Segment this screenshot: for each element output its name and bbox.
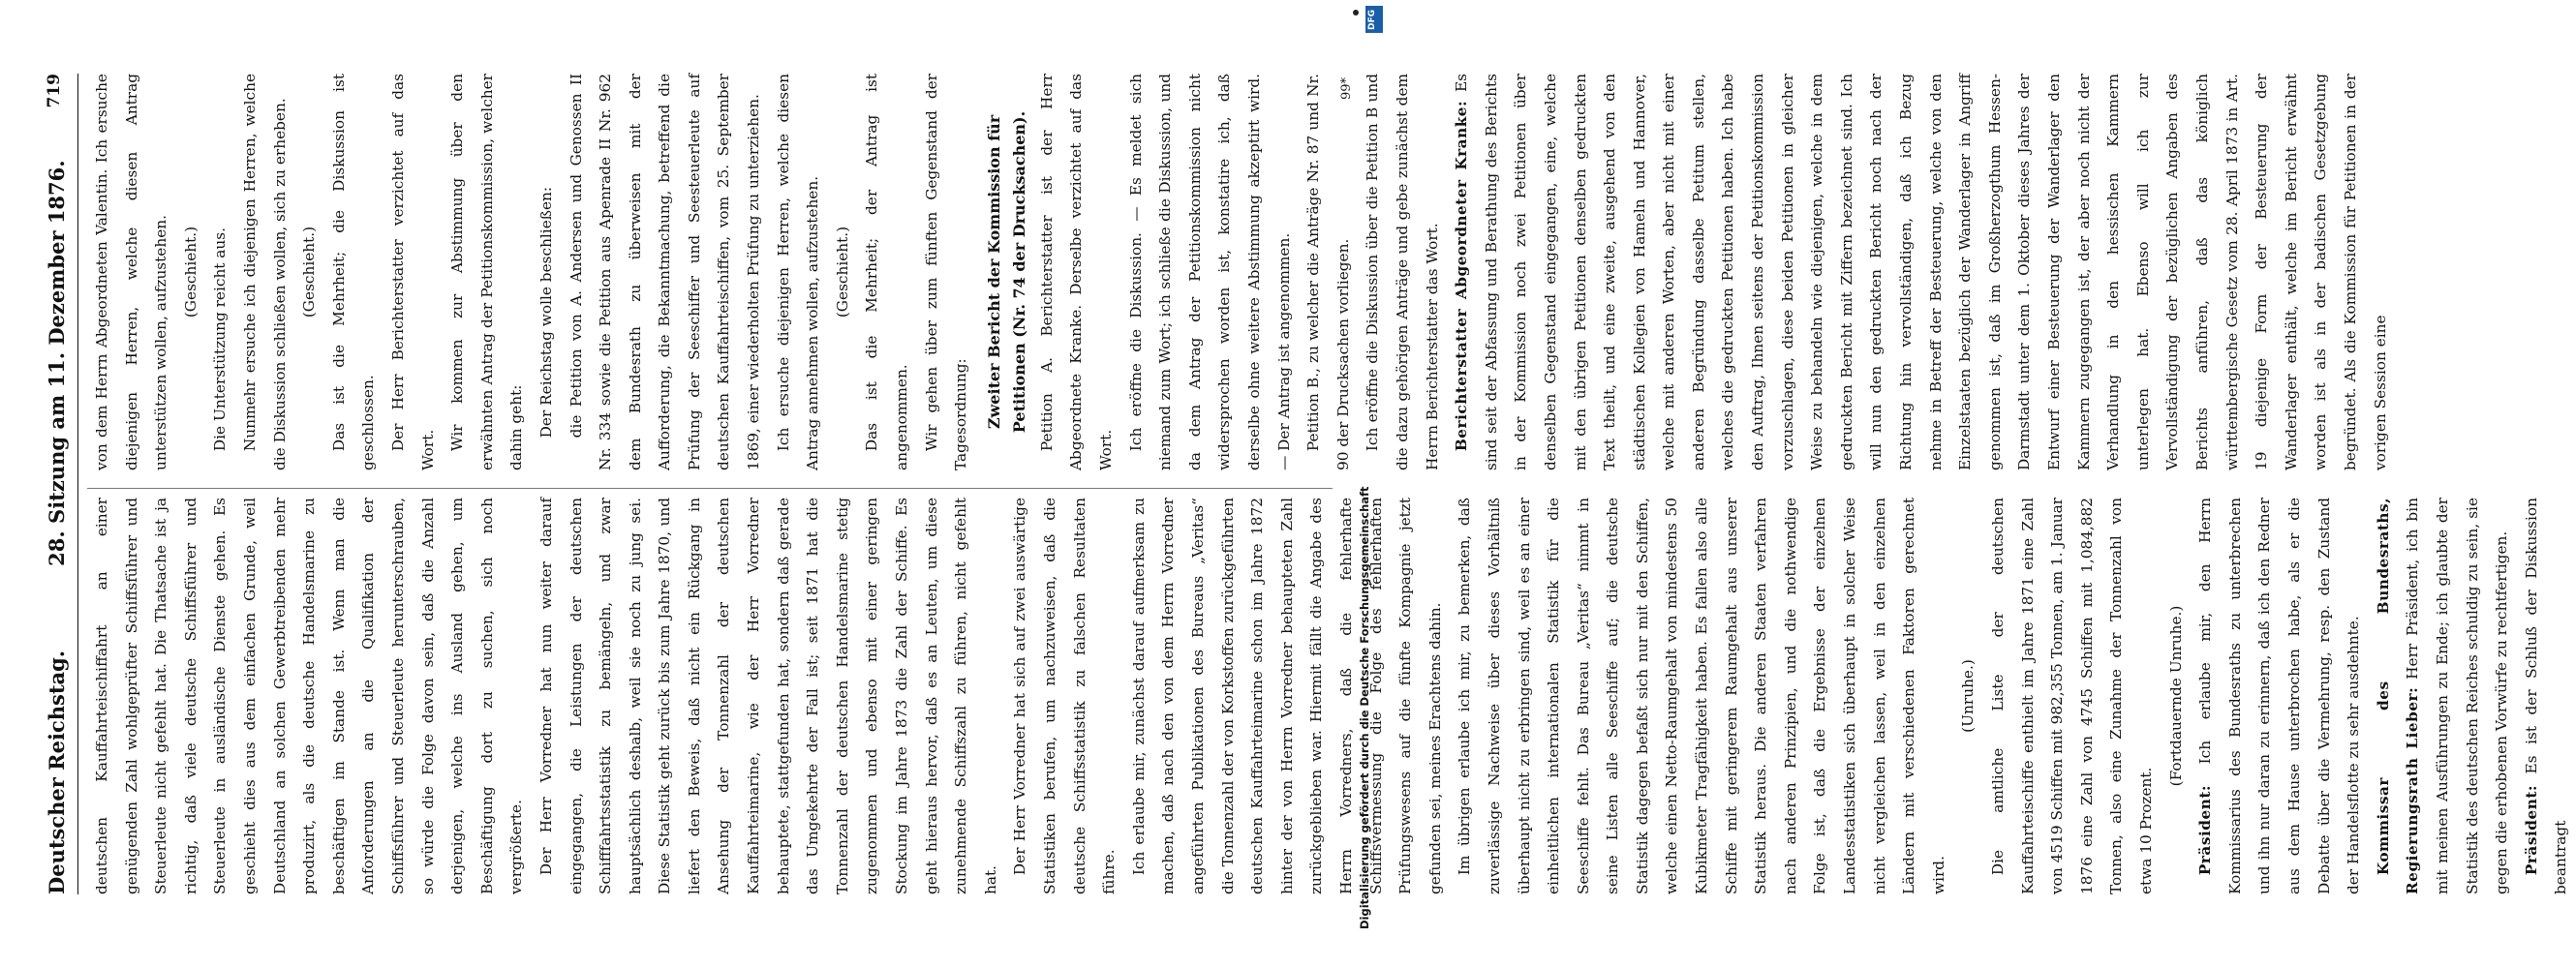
text-paragraph: Das ist die Mehrheit; die Diskussion ist geschlossen. [329,74,378,470]
text-paragraph: Die Unterstützung reicht aus. [211,227,230,452]
speaker-name: Kommissar des Bundesraths, Regierungsrath Lieber: [2374,498,2422,894]
speaker-name: Präsident: [2522,784,2540,876]
speech-text: Es sind seit der Abfassung und Berathung des Berichts in der Kommission noch zwei Petitionen über denselben Gegenstand eingegangen, eine, welche mit den übrigen Petitionen denselben gedruckten Text theilt, und eine zweite, ausgehend von den städtischen Kollegien von Hameln und Hannover, welche mit anderen Worten, aber nicht mit einer anderen Begründung dasselbe Petitum stellen, welches die gedruckten Petitionen haben. Ich habe den Auftrag, Ihnen seitens der Petitionskommission vorzuschlagen, diese beiden Petitionen in gleicher Weise zu behandeln wie diejenigen, welche in dem gedruckten Bericht mit Ziffern bezeichnet sind. Ich will nun den gedruckten Bericht noch nach der Richtung hin vervollständigen, daß ich Bezug nehme in Betreff der Besteuerung, welche von den Einzelstaaten bezüglich der Wanderlager in Angriff genommen ist, daß im Großherzogthum Hessen-Darmstadt unter dem 1. Oktober dieses Jahres der Entwurf einer Besteuerung der Wanderlager den Kammern zugegangen ist, der aber noch nicht der Verhandlung in den hessischen Kammern unterlegen hat. Ebenso will ich zur Vervollständigung der bezüglichen Angaben des Berichts anführen, daß das königlich württembergische Gesetz vom 28. April 1873 in Art. 19 diejenige Form der Besteuerung der Wanderlager enthält, welche im Bericht erwähnt worden ist als in der badischen Gesetzgebung begründet. Als die Kommission für Petitionen in der vorigen Session eine [1453,74,2389,470]
text-paragraph: Wir kommen zur Abstimmung über den erwähnten Antrag der Petitionskommission, welcher dahin geht: [448,74,526,470]
text-paragraph: Der Herr Vorredner hat nun weiter darauf eingegangen, die Leistungen der deutschen Schifffahrtsstatistik zu bemängeln, und zwar hauptsächlich deshalb, weil sie noch zu jung sei. Diese Statistik geht zurück bis zum Jahre 1870, und liefert den Beweis, daß nicht ein Rückgang in Ansehung der Tonnenzahl der deutschen Kauffahrteimarine, wie der Herr Vorredner behauptete, stattgefunden hat, sondern daß gerade das Umgekehrte der Fall ist; seit 1871 hat die Tonnenzahl der deutschen Handelsmarine stetig zugenommen und ebenso mit einer geringen Stockung im Jahre 1873 die Zahl der Schiffe. Es geht hieraus hervor, daß es an Leuten, um diese zunehmende Schiffszahl zu führen, nicht gefehlt hat. [537,498,999,894]
speaker-name: Berichterstatter Abgeordneter Kranke: [1453,100,1471,452]
text-paragraph: Ich erlaube mir, zunächst darauf aufmerksam zu machen, daß nach den von dem Herrn Vorredner angeführten Publikationen des Bureaus „Veritas“ die Tonnenzahl der von Korkstoffen zurückgeführten deutschen Kauffahrteimarine schon im Jahre 1872 hinter der von Herrn Vorredner behaupteten Zahl zurückgeblieben war. Hiermit fällt die Angabe des Herrn Vorredners, daß die fehlerhafte Schiffsvermessung die Folge des fehlerhaften Prüfungswesens auf die fünfte Kompagnie jetzt gefunden sei, meines Erachtens dahin. [1129,498,1444,894]
text-paragraph: Die amtliche Liste der deutschen Kauffahrteischiffe enthielt im Jahre 1871 eine Zahl von 4519 Schiffen mit 982,355 Tonnen, am 1. Januar 1876 eine Zahl von 4745 Schiffen mit 1,084,882 Tonnen, also eine Zunahme der Tonnenzahl von etwa 10 Prozent. [1989,498,2155,894]
text-paragraph: Der Herr Vorredner hat sich auf zwei auswärtige Statistiken berufen, um nachzuweisen, daß die deutsche Schiffsstatistik zu falschen Resultaten führe. [1011,498,1119,894]
text-paragraph: Wir gehen über zum fünften Gegenstand der Tagesordnung: [922,74,970,470]
header-title: Deutscher Reichstag. [45,650,69,894]
page-header [39,74,78,894]
text-paragraph: Ich eröffne die Diskussion über die Petition B und die dazu gehörigen Anträge und gebe zunächst dem Herrn Berichterstatter das Wort. [1364,74,1441,470]
text-paragraph: Im übrigen erlaube ich mir, zu bemerken, daß zuverlässige Nachweise über dieses Vorhältniß überhaupt nicht zu erbringen sind, weil es an einer einheitlichen internationalen Statistik für die Seeschiffe fehlt. Das Bureau „Veritas“ nimmt in seine Listen alle Seeschiffe auf; die deutsche Statistik dagegen befaßt sich nur mit den Schiffen, welche einen Netto-Raumgehalt von mindestens 50 Kubikmeter Tragfähigkeit haben. Es fallen also alle Schiffe mit geringerem Raumgehalt aus unserer Statistik heraus. Die anderen Staaten verfahren nach anderen Prinzipien, und die nothwendige Folge ist, daß die Ergebnisse der einzelnen Landesstatistiken sich überhaupt in solcher Weise nicht vergleichen lassen, weil in den einzelnen Ländern mit verschiedenen Faktoren gerechnet wird. [1456,498,1947,894]
scan-dot [1353,10,1359,15]
text-paragraph: die Petition von A. Andersen und Genossen II Nr. 334 sowie die Petition aus Apenrade II Nr. 962 dem Bundesrath zu überweisen mit der Aufforderung, die Bekanntmachung, betreffend die Prüfung der Seeschiffer und Seesteuerleute auf deutschen Kauffahrteischiffen, vom 25. September 1869, einer wiederholten Prüfung zu unterziehen. [567,74,763,470]
funding-note [1356,39,1385,949]
speech-paragraph [2191,498,2369,894]
text-paragraph: (Geschieht.) [181,226,199,318]
speech-paragraph [2517,498,2576,894]
header-session: 28. Sitzung am 11. Dezember 1876. [45,160,69,566]
speech-text: Ich erlaube mir, den Herrn Kommissarius des Bundesraths zu unterbrechen und ihn nur daran zu erinnern, daß ich den Redner aus dem Hause unterbrochen habe, als er die Debatte über die Vermehrung, resp. den Zustand der Handelsflotte zu sehr ausdehnte. [2196,498,2363,894]
text-paragraph: (Fortdauernde Unruhe.) [2166,605,2185,787]
text-paragraph: Nunmehr ersuche ich diejenigen Herren, welche die Diskussion schließen wollen, sich zu erheben. [240,74,289,470]
dfg-logo: DFG [1365,6,1383,33]
speech-text: Herr Präsident, ich bin mit meinen Ausführungen zu Ende; ich glaubte der Statistik des deutschen Reiches schuldig zu sein, sie gegen die erhobenen Vorwürfe zu rechtfertigen. [2404,498,2511,894]
speech-text: Es ist der Schluß der Diskussion beantragt [2522,498,2570,894]
section-heading: Zweiter Bericht der Kommission für Petitionen (Nr. 74 der Drucksachen). [984,110,1028,434]
column-divider [87,488,1333,489]
text-paragraph: (Geschieht.) [300,226,319,318]
speaker-name: Präsident: [2196,784,2215,876]
text-paragraph: Ich eröffne die Diskussion. — Es meldet sich niemand zum Wort; ich schließe die Diskussion, und da dem Antrag der Petitionskommission nicht widersprochen worden ist, konstatire ich, daß derselbe ohne weitere Abstimmung akzeptirt wird. — Der Antrag ist angenommen. [1126,74,1293,470]
speech-paragraph [1447,74,2395,470]
funding-note-text: Digitalisierung gefördert durch die Deutsche Forschungsgemeinschaft [1358,486,1371,929]
text-paragraph: (Geschieht.) [833,226,851,318]
page-number: 719 [45,74,64,108]
text-paragraph: von dem Herrn Abgeordneten Valentin. Ich ersuche diejenigen Herren, welche diesen Antrag unterstützen wollen, aufzustehen. [93,74,170,470]
text-paragraph: Petition B., zu welcher die Anträge Nr. 87 und Nr. 90 der Drucksachen vorliegen. [1304,74,1352,470]
text-paragraph: Der Herr Berichterstatter verzichtet auf das Wort. [388,74,437,470]
speech-paragraph [2369,498,2517,894]
text-paragraph: Ich ersuche diejenigen Herren, welche diesen Antrag annehmen wollen, aufzustehen. [774,74,822,470]
text-paragraph: Das ist die Mehrheit; der Antrag ist angenommen. [863,74,911,470]
text-paragraph: deutschen Kauffahrteischiffahrt an einer genügenden Zahl wohlgeprüfter Schiffsführer und Steuerleute nicht gefehlt hat. Die Thatsache ist ja richtig, daß viele deutsche Schiffsführer und Steuerleute in ausländische Dienste gehen. Es geschieht dies aus dem einfachen Grunde, weil Deutschland an solchen Gewerbtreibenden mehr produzirt, als die deutsche Handelsmarine zu beschäftigen im Stande ist. Wenn man die Anforderungen an die Qualifikation der Schiffsführer und Steuerleute herunterschrauben, so würde die Folge davon sein, daß die Anzahl derjenigen, welche ins Ausland gehen, um Beschäftigung dort zu suchen, sich noch vergrößerte. [93,498,526,894]
footer-mark: 99* [1339,77,1354,101]
text-paragraph: Petition A. Berichterstatter ist der Herr Abgeordnete Kranke. Derselbe verzichtet auf das Wort. [1037,74,1115,470]
text-paragraph: Der Reichstag wolle beschließen: [537,186,555,439]
text-paragraph: (Unruhe.) [1959,659,1978,733]
